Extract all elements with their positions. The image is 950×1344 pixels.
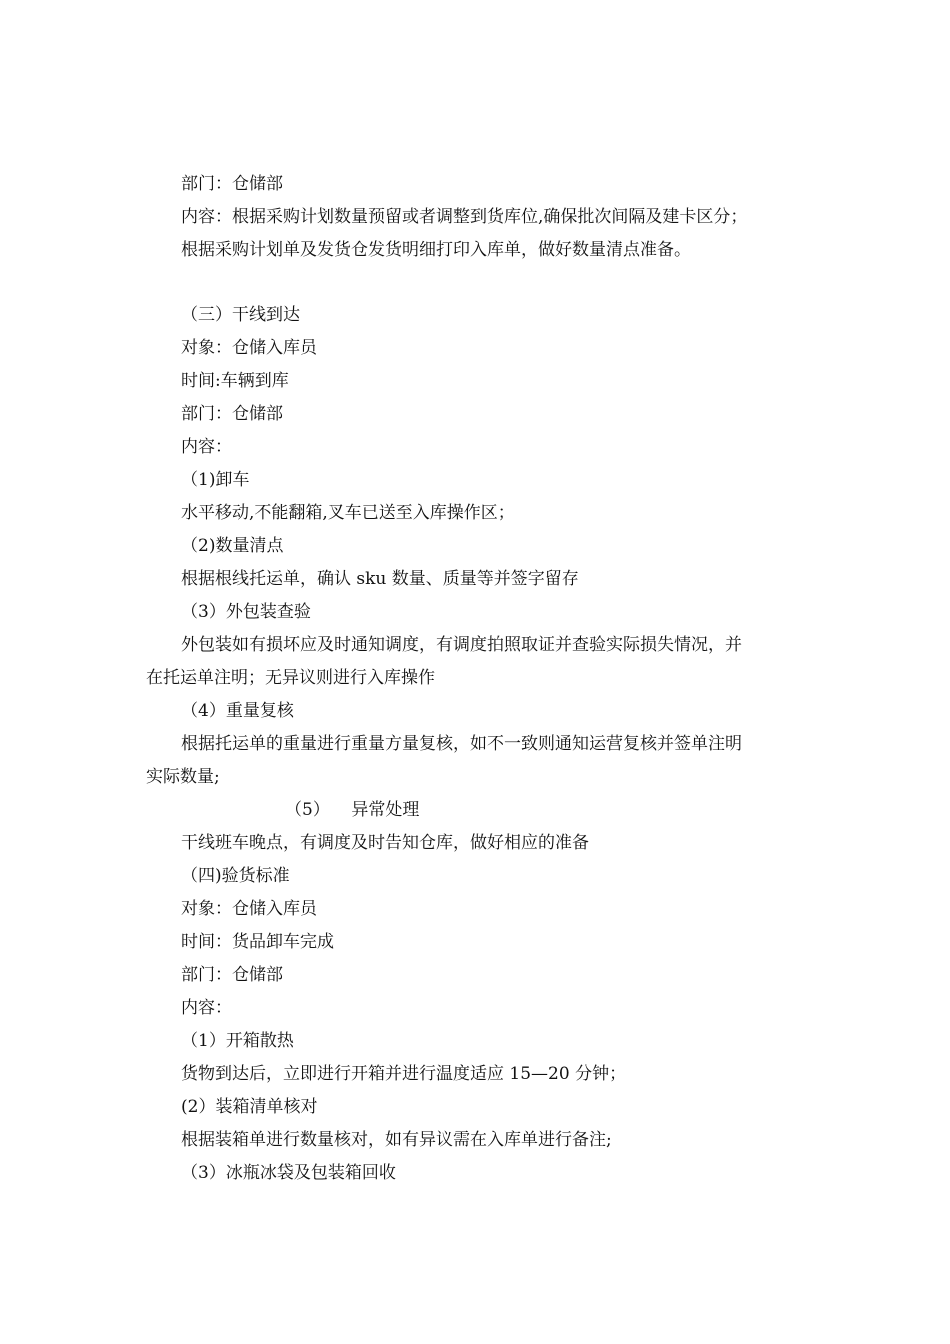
paragraph-packing-list: 根据装箱单进行数量核对，如有异议需在入库单进行备注;: [181, 1130, 612, 1150]
paragraph-open-box: 货物到达后，立即进行开箱并进行温度适应 15—20 分钟；: [181, 1064, 627, 1084]
paragraph-package-2: 在托运单注明；无异议则进行入库操作: [146, 668, 435, 688]
paragraph-exception: 干线班车晚点，有调度及时告知仓库，做好相应的准备: [181, 833, 589, 853]
content-label-2: 内容：: [181, 998, 232, 1018]
subheading-unload: （1)卸车: [181, 470, 250, 490]
section-heading-4: （四)验货标准: [181, 866, 290, 886]
subheading-count: （2)数量清点: [181, 536, 284, 556]
paragraph-unload: 水平移动,不能翻箱,叉车已送至入库操作区；: [181, 503, 515, 523]
paragraph-package-1: 外包装如有损坏应及时通知调度，有调度拍照取证并查验实际损失情况，并: [181, 635, 742, 655]
time-line-2: 时间：货品卸车完成: [181, 932, 334, 952]
dept-line: 部门：仓储部: [181, 174, 283, 194]
object-line-2: 对象：仓储入库员: [181, 899, 317, 919]
time-line: 时间:车辆到库: [181, 371, 289, 391]
paragraph-count: 根据根线托运单，确认 sku 数量、质量等并签字留存: [181, 569, 579, 589]
content-line-2: 根据采购计划单及发货仓发货明细打印入库单，做好数量清点准备。: [181, 240, 691, 260]
subheading-weight: （4）重量复核: [181, 701, 294, 721]
subheading-package: （3）外包装查验: [181, 602, 311, 622]
paragraph-weight-1: 根据托运单的重量进行重量方量复核，如不一致则通知运营复核并签单注明: [181, 734, 742, 754]
section-heading-3: （三）干线到达: [181, 305, 300, 325]
object-line: 对象：仓储入库员: [181, 338, 317, 358]
content-line: 内容：根据采购计划数量预留或者调整到货库位,确保批次间隔及建卡区分；: [181, 207, 748, 227]
subheading-open-box: （1）开箱散热: [181, 1031, 294, 1051]
content-label: 内容：: [181, 437, 232, 457]
subheading-recycle: （3）冰瓶冰袋及包装箱回收: [181, 1163, 396, 1183]
dept-line-2: 部门：仓储部: [181, 404, 283, 424]
subheading-packing-list: (2）装箱清单核对: [181, 1097, 318, 1117]
paragraph-weight-2: 实际数量;: [146, 767, 220, 787]
subheading-exception: （5） 异常处理: [285, 800, 420, 820]
dept-line-3: 部门：仓储部: [181, 965, 283, 985]
